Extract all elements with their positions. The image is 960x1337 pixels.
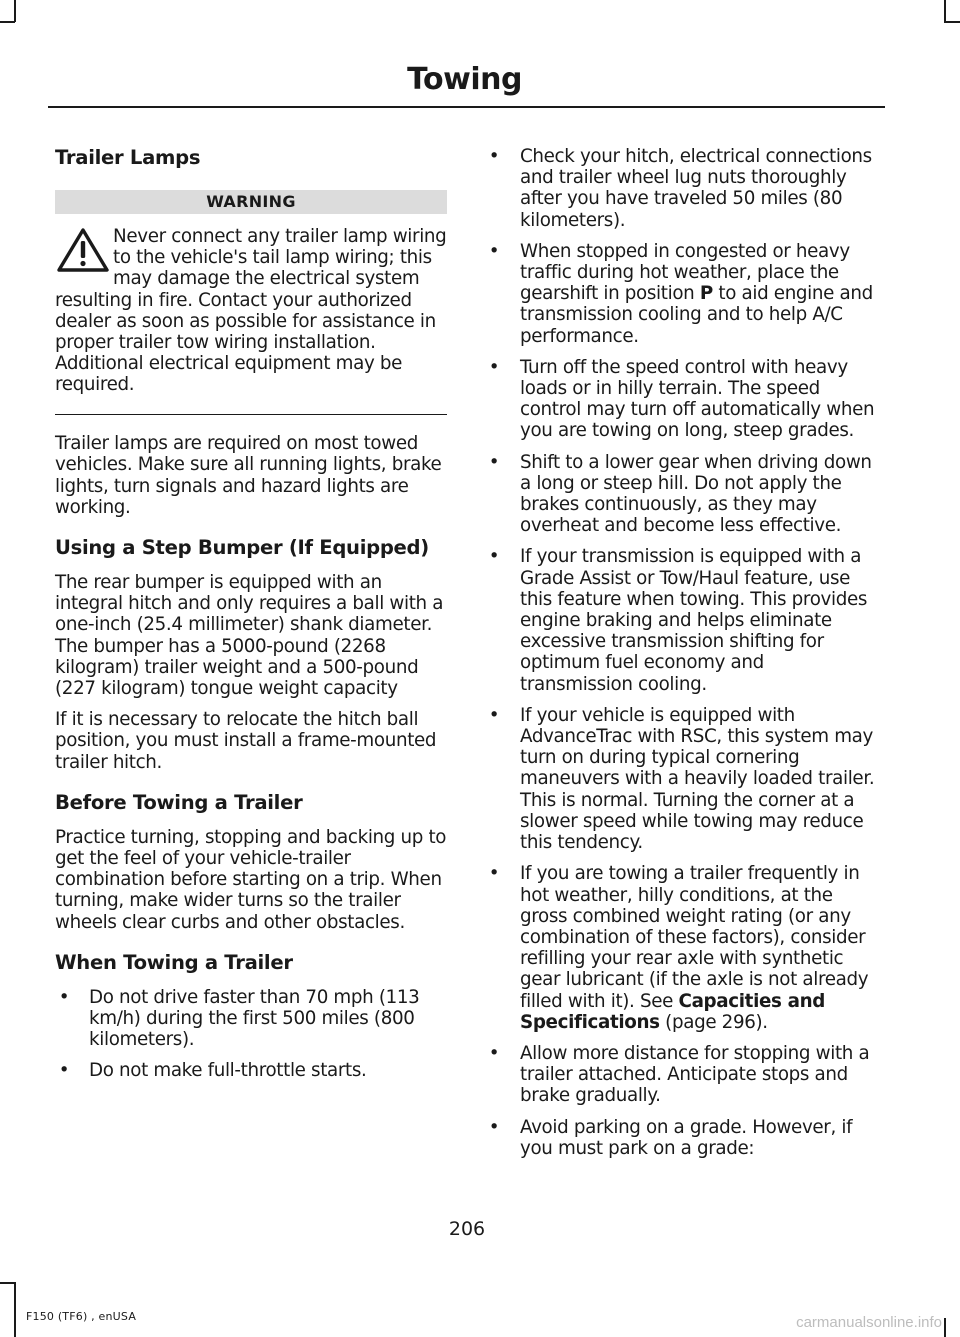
list-item-text: Avoid parking on a grade. However, if you must park on a grade: [520,1116,853,1159]
warning-box [55,226,447,396]
list-item-text: If you are towing a trailer frequently in hot weather, hilly conditions, at the gross combined weight rating (or any combination of these factors), consider refilling your rear axle with synthetic gear lubricant (if the axle is not already filled with it). See [520,863,869,1012]
page-number: 206 [448,1218,486,1240]
step-bumper-paragraph-1: The rear bumper is equipped with an integral hitch and only requires a ball with a one-inch (25.4 millimeter) shank diameter. The bumper has a 5000-pound (2268 kilogram) trailer weight and a 500-pound (227 kilogram) tongue weight capacity [55,571,444,699]
crop-mark-bottom-left [14,1282,16,1337]
bullet: • [58,986,70,1008]
page-title: Towing [407,62,522,97]
bullet: • [488,546,500,568]
list-item [485,241,880,347]
bullet: • [488,1042,500,1064]
bullet: • [488,1116,500,1138]
gear-position-p: P [699,283,713,305]
bullet: • [488,240,500,262]
warning-text: Never connect any trailer lamp wiring to the vehicle's tail lamp wiring; this may damage the electrical system resulting in fire. Contact your authorized dealer as soon as possible for assistance in proper trailer tow wiring installation. Additional electrical equipment may be required. [55,226,447,396]
watermark: carmanualsonline.info [796,1314,942,1331]
list-item-text: Check your hitch, electrical connections and trailer wheel lug nuts thoroughly after you have traveled 50 miles (80 kilometers). [520,146,872,231]
list-item [485,146,880,231]
bullet: • [488,863,500,885]
heading-trailer-lamps: Trailer Lamps [55,146,201,169]
list-item-text: If your vehicle is equipped with AdvanceTrac with RSC, this system may turn on during typical cornering maneuvers with a heavily loaded trailer. This is normal. Turning the corner at a slower speed while towing may reduce this tendency. [520,704,875,854]
list-item [485,452,880,537]
header-rule [48,106,885,108]
heading-before-towing: Before Towing a Trailer [55,790,303,814]
warning-label: WARNING [55,190,447,214]
list-item-text: to aid engine and transmission cooling and to help A/C performance. [520,283,873,347]
right-column [485,146,880,1169]
list-item-text: Do not make full-throttle starts. [89,1060,367,1082]
before-towing-paragraph: Practice turning, stopping and backing up to get the feel of your vehicle-trailer combination before starting on a trip. When turning, make wider turns so the trailer wheels clear curbs and other obstacles. [55,826,447,933]
list-item [485,546,880,694]
list-item-text: If your transmission is equipped with a Grade Assist or Tow/Haul feature, use this feature when towing. This provides engine braking and helps eliminate excessive transmission shifting for optimum fuel economy and transmission cooling. [520,546,868,695]
step-bumper-paragraph-2: If it is necessary to relocate the hitch ball position, you must install a frame-mounted trailer hitch. [55,709,437,773]
bullet: • [488,451,500,473]
crop-mark-bottom-right [944,1318,946,1337]
warning-triangle-icon [55,226,111,276]
heading-step-bumper: Using a Step Bumper (If Equipped) [55,535,429,559]
list-item-text: Do not drive faster than 70 mph (113 km/h) during the first 500 miles (800 kilometers). [89,986,420,1051]
list-item-text: When stopped in congested or heavy traffic during hot weather, place the gearshift in position [520,240,850,305]
when-towing-list [55,987,447,1082]
list-item [485,863,880,1033]
list-item [485,1043,880,1107]
list-item-text: Allow more distance for stopping with a trailer attached. Anticipate stops and brake gradually. [520,1042,870,1107]
heading-when-towing: When Towing a Trailer [55,950,293,974]
left-column [55,146,447,1092]
list-item [485,705,880,853]
list-item-text: Turn off the speed control with heavy loads or in hilly terrain. The speed control may turn off automatically when you are towing on long, steep grades. [520,356,875,442]
crop-mark-bottom-left-h [0,1282,15,1284]
trailer-lamps-paragraph: Trailer lamps are required on most towed vehicles. Make sure all running lights, brake lights, turn signals and hazard lights are working. [55,433,442,518]
list-item-text: Shift to a lower gear when driving down a long or steep hill. Do not apply the brakes continuously, as they may overheat and become less effective. [520,451,872,537]
towing-tips-list [485,146,880,1159]
bullet: • [58,1060,70,1082]
list-item [55,1060,447,1081]
crop-mark-top-left-h [0,21,15,23]
footer-model: F150 (TF6) , enUSA [26,1310,137,1323]
crop-mark-top-left [14,0,16,22]
list-item-text: (page 296). [659,1011,768,1033]
crop-mark-top-right [944,0,946,22]
crop-mark-top-right-h [944,21,960,23]
list-item [485,357,880,442]
bullet: • [488,146,500,167]
bullet: • [488,356,500,378]
warning-rule [55,414,447,416]
list-item [485,1117,880,1159]
capacities-link[interactable]: Capacities and Specifications [520,990,825,1033]
bullet: • [488,704,500,726]
list-item [55,987,447,1051]
